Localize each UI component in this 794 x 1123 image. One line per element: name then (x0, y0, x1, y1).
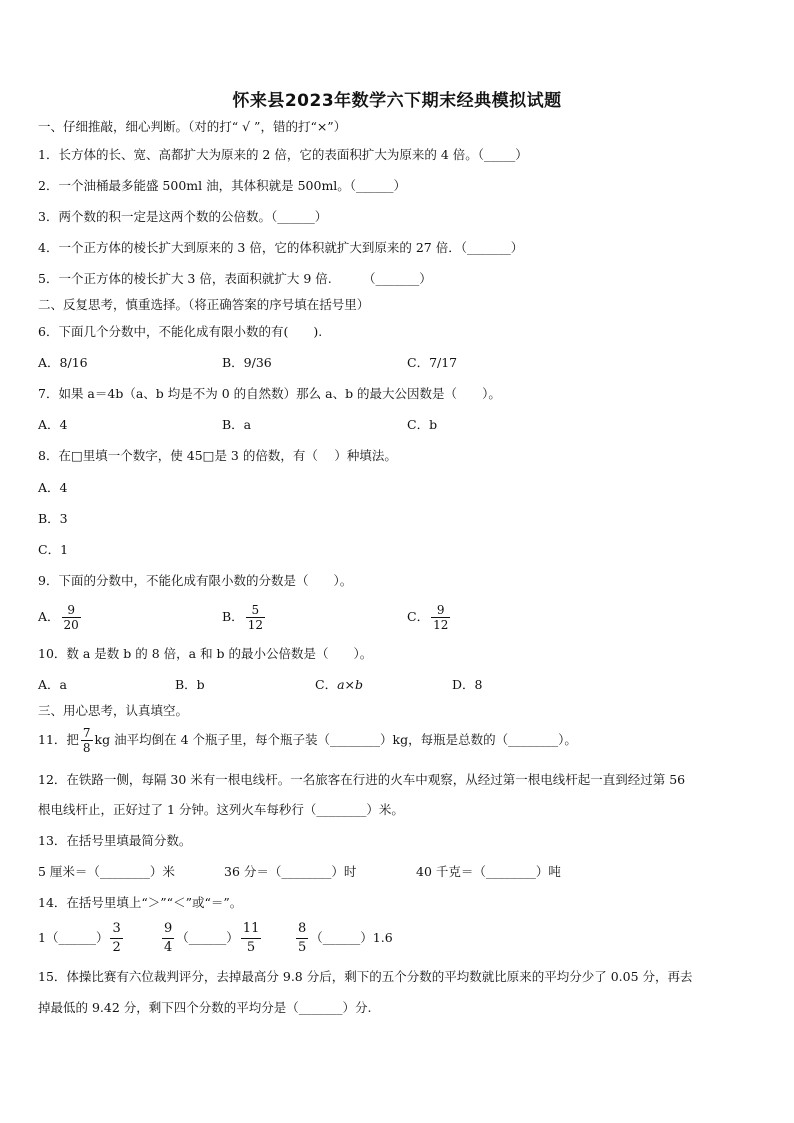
question-3: 3．两个数的积一定是这两个数的公倍数。（______） (38, 209, 328, 224)
fraction (241, 920, 262, 957)
question-12-line-2: 根电线杆止，正好过了 1 分钟。这列火车每秒行（________）米。 (38, 802, 404, 817)
option-b: B．9/36 (222, 355, 272, 370)
option-b-label: B． (222, 609, 244, 624)
fraction (110, 920, 122, 957)
question-11-text: kg 油平均倒在 4 个瓶子里，每个瓶子装（________）kg，每瓶是总数的（________）。 (94, 732, 577, 747)
question-2: 2．一个油桶最多能盛 500ml 油，其体积就是 500ml。（______） (38, 178, 407, 193)
compare-item-2 (160, 918, 263, 958)
numerator: 9 (436, 603, 445, 617)
option-b (222, 600, 267, 634)
option-c: C．7/17 (407, 355, 458, 370)
question-15-line-1: 15．体操比赛有六位裁判评分，去掉最高分 9.8 分后，剩下的五个分数的平均数就比原来的平均分少了 0.05 分，再去 (38, 969, 693, 984)
numerator: 9 (164, 921, 173, 936)
option-c (407, 600, 452, 634)
option-a: A．4 (38, 480, 68, 495)
option-a-label: A． (38, 609, 60, 624)
conversion-item: 5 厘米＝（________）米 (38, 864, 175, 879)
numerator: 11 (242, 921, 260, 936)
exam-title: 怀来县2023年数学六下期末经典模拟试题 (232, 91, 562, 111)
conversion-item: 36 分＝（________）时 (224, 864, 357, 879)
denominator: 2 (112, 940, 121, 955)
option-c-label: C． (407, 609, 430, 624)
option-c-expression: a×b (337, 677, 364, 692)
question-14-items (38, 918, 438, 962)
question-10: 10．数 a 是数 b 的 8 倍，a 和 b 的最小公倍数是（ ）。 (38, 646, 373, 661)
numerator: 5 (251, 603, 260, 617)
question-4: 4．一个正方体的棱长扩大到原来的 3 倍，它的体积就扩大到原来的 27 倍．（_______） (38, 240, 524, 255)
compare-left: 1（______） (38, 930, 109, 945)
option-a: A．a (38, 677, 67, 692)
compare-item-1 (38, 918, 125, 958)
compare-right: （______）1.6 (310, 930, 393, 945)
denominator: 20 (63, 618, 79, 632)
option-c (315, 676, 363, 694)
option-c: C．1 (38, 542, 69, 557)
section-1-header: 一、仔细推敲，细心判断。（对的打“ √ ”，错的打“×”） (38, 119, 347, 134)
denominator: 12 (247, 618, 263, 632)
fraction (62, 603, 81, 632)
option-b: B．a (222, 417, 252, 432)
denominator: 8 (82, 741, 91, 755)
fraction (81, 726, 93, 755)
question-9-options (38, 600, 756, 636)
option-a (38, 600, 83, 634)
section-2-header: 二、反复思考，慎重选择。（将正确答案的序号填在括号里） (38, 297, 370, 312)
fraction (431, 603, 450, 632)
conversion-item: 40 千克＝（________）吨 (416, 864, 561, 879)
option-c: C．b (407, 417, 438, 432)
numerator: 3 (112, 921, 121, 936)
question-11 (38, 723, 756, 757)
fraction (162, 920, 174, 957)
question-7: 7．如果 a＝4b（a、b 均是不为 0 的自然数）那么 a、b 的最大公因数是（ ）。 (38, 386, 501, 401)
compare-blank: （______） (176, 930, 239, 945)
question-14: 14．在括号里填上“＞”“＜”或“＝”。 (38, 895, 243, 910)
section-3-header: 三、用心思考，认真填空。 (38, 703, 189, 718)
numerator: 8 (298, 921, 307, 936)
denominator: 5 (241, 938, 262, 957)
question-6: 6．下面几个分数中，不能化成有限小数的有( ). (38, 324, 323, 339)
compare-item-3 (294, 918, 393, 958)
question-13: 13．在括号里填最简分数。 (38, 833, 192, 848)
question-12-line-1: 12．在铁路一侧，每隔 30 米有一根电线杆。一名旅客在行进的火车中观察，从经过第一根电线杆起一直到经过第 56 (38, 772, 686, 787)
denominator: 5 (298, 940, 307, 955)
question-11-prefix: 11．把 (38, 732, 79, 747)
option-d: D．8 (452, 677, 483, 692)
question-1: 1．长方体的长、宽、高都扩大为原来的 2 倍，它的表面积扩大为原来的 4 倍。（_____） (38, 147, 528, 162)
numerator: 9 (67, 603, 75, 617)
fraction (296, 920, 308, 957)
option-a: A．8/16 (38, 355, 88, 370)
question-8: 8．在□里填一个数字，使 45□是 3 的倍数，有（ ）种填法。 (38, 448, 397, 463)
option-a: A．4 (38, 417, 68, 432)
question-5: 5．一个正方体的棱长扩大 3 倍，表面积就扩大 9 倍. （_______） (38, 271, 432, 286)
option-b: B．b (175, 677, 205, 692)
option-b: B．3 (38, 511, 68, 526)
option-c-label: C． (315, 677, 338, 692)
fraction (246, 603, 265, 632)
question-15-line-2: 掉最低的 9.42 分，剩下四个分数的平均分是（_______）分. (38, 1000, 372, 1015)
numerator: 7 (82, 726, 91, 740)
question-9: 9．下面的分数中，不能化成有限小数的分数是（ ）。 (38, 573, 353, 588)
denominator: 4 (164, 940, 173, 955)
denominator: 12 (433, 618, 449, 632)
